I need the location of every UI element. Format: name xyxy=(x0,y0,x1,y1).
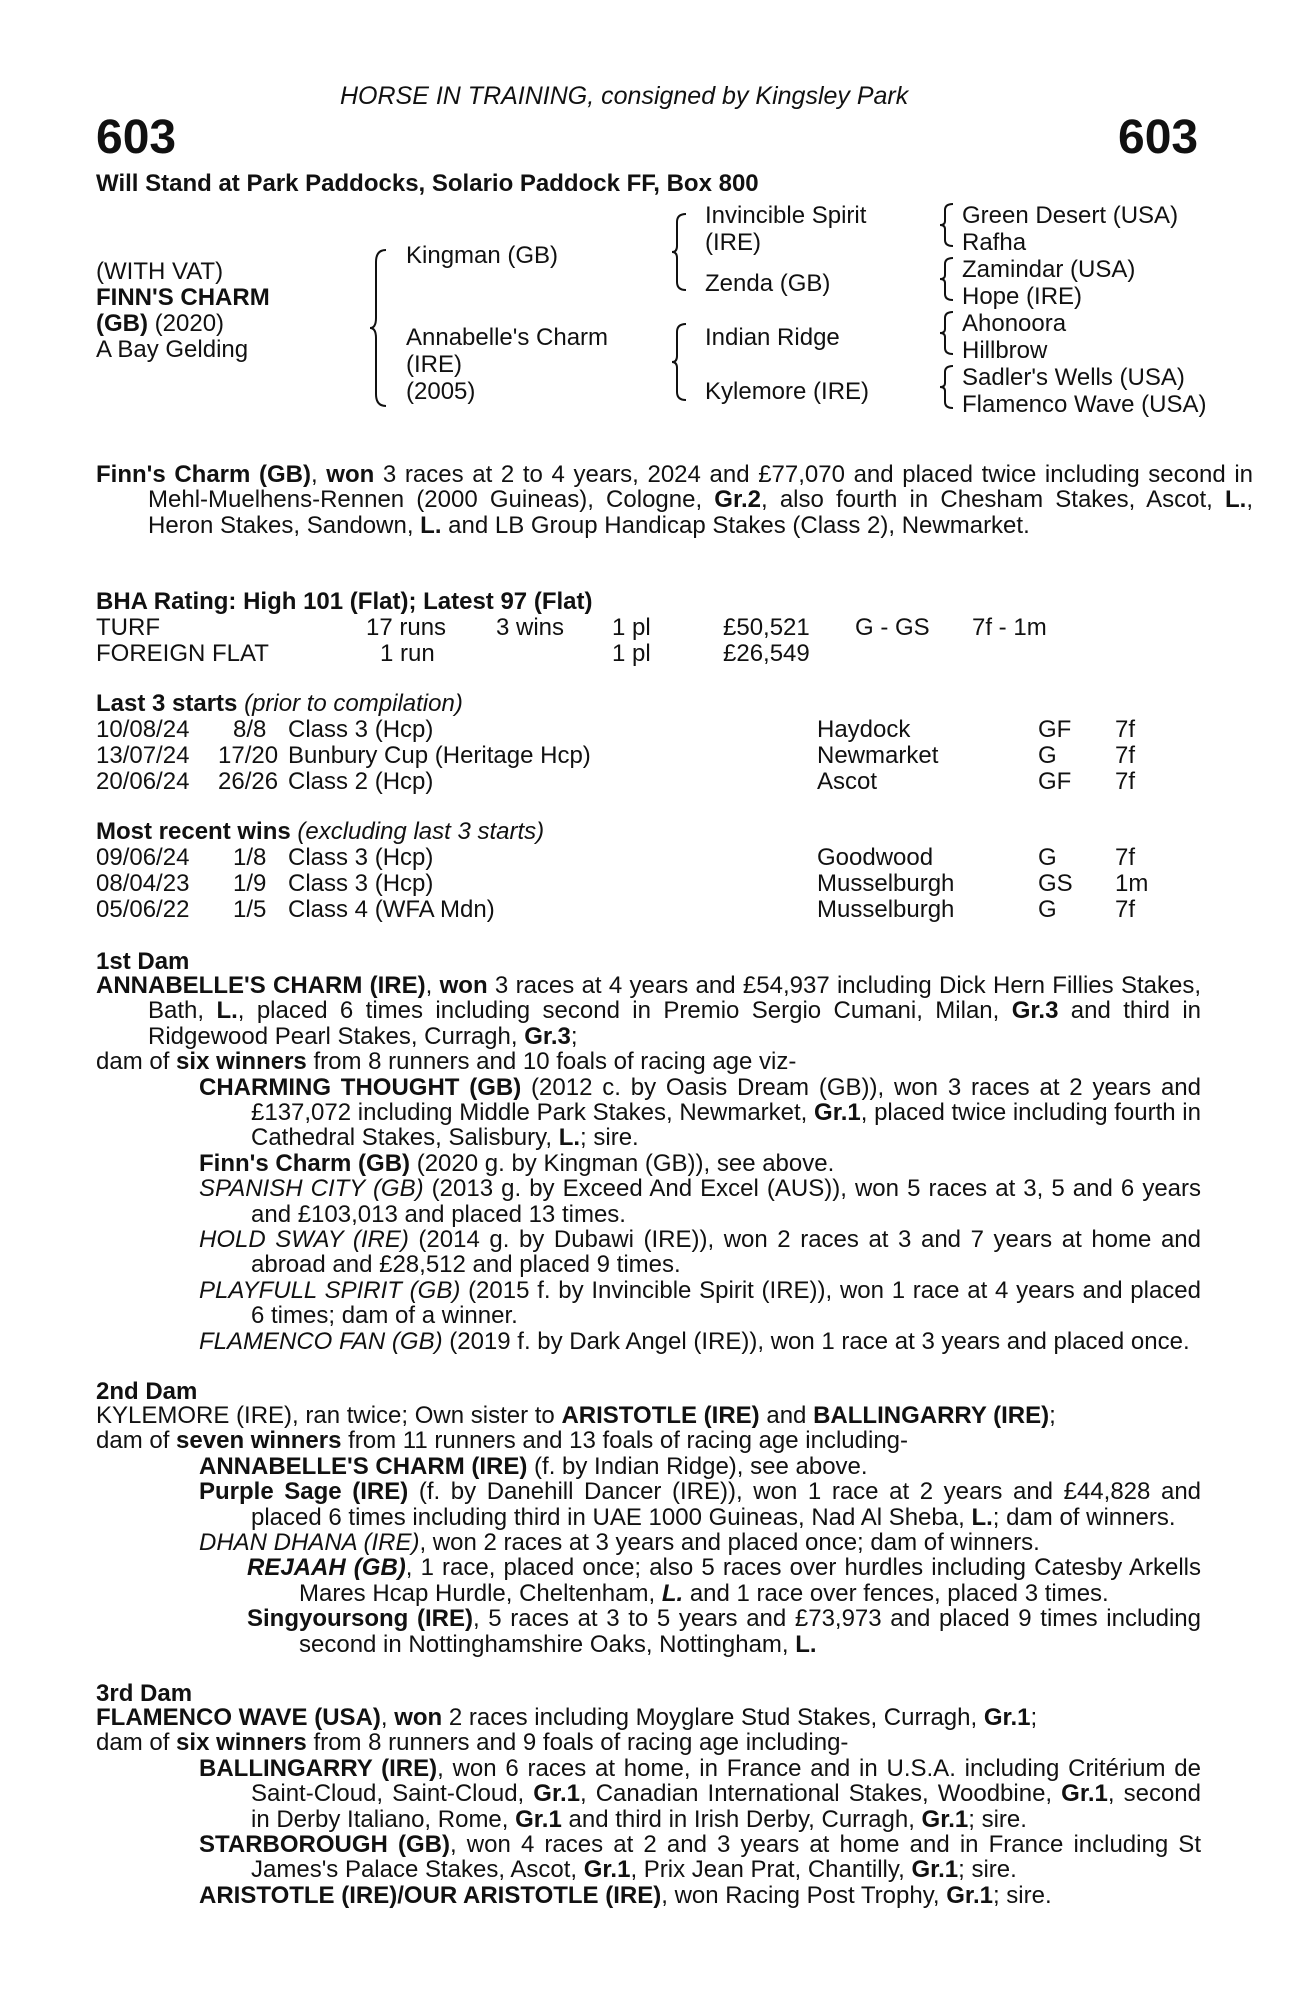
summary-horse-name: Finn's Charm (GB) xyxy=(96,461,311,488)
catalogue-subtitle: HORSE IN TRAINING, consigned by Kingsley Park xyxy=(340,82,909,110)
dam2-damof-1: dam of xyxy=(96,1427,177,1455)
dam1-foal-5-t: (2015 f. by Invincible Spirit (IRE)), won 1 race at 4 years and placed 6 times; dam of a winner. xyxy=(251,1276,1201,1330)
dam2-grandfoal-1-name: REJAAH (GB) xyxy=(247,1554,406,1582)
rating-row-foreign-pl: 1 pl xyxy=(612,640,651,667)
dam3-foal-1-gr3: Gr.1 xyxy=(515,1805,562,1833)
dam1-foal-3-t: (2013 g. by Exceed And Excel (AUS)), won 5 races at 3, 5 and 6 years and £103,013 and placed 13 times. xyxy=(251,1175,1202,1228)
dam1-damof-1: dam of xyxy=(96,1048,177,1076)
horse-origin: (GB) xyxy=(96,310,148,337)
pedigree-brace-main xyxy=(368,248,390,408)
dam3-foal-2-name: STARBOROUGH (GB) xyxy=(199,1831,450,1859)
dam3-foal-2-t3: ; sire. xyxy=(958,1856,1017,1884)
rating-title: BHA Rating: High 101 (Flat); Latest 97 (Flat) xyxy=(96,588,593,615)
dam1-title: 1st Dam xyxy=(96,948,190,975)
dam1-foal-6-name: FLAMENCO FAN (GB) xyxy=(199,1327,443,1355)
dam1-body xyxy=(96,973,1201,1354)
dam1-damof xyxy=(96,1049,1201,1074)
last3-note: (prior to compilation) xyxy=(237,690,463,717)
dam1-t2: , placed 6 times including second in Premio Sergio Cumani, Milan, xyxy=(237,997,1012,1025)
pedigree-brace-g3 xyxy=(938,310,956,356)
summary-text-2: , also fourth in Chesham Stakes, Ascot, xyxy=(761,486,1226,514)
pedigree-gg1: Green Desert (USA) xyxy=(962,202,1179,229)
dam2-grandfoal-1-t1: , 1 race, placed once; also 5 races over hurdles including Catesby Arkells Mares Hcap Hurdle, Cheltenham, xyxy=(299,1554,1201,1607)
dam2-damof-winners: seven winners xyxy=(176,1427,342,1455)
dam2-grandfoal-2-listed: L. xyxy=(795,1630,817,1658)
dam1-foal-5-name: PLAYFULL SPIRIT (GB) xyxy=(199,1276,461,1304)
dam3-foal-1 xyxy=(96,1756,1201,1832)
dam3-foal-3-gr: Gr.1 xyxy=(946,1881,993,1909)
dam3-foal-1-gr4: Gr.1 xyxy=(921,1805,969,1833)
racing-summary: Finn's Charm (GB), won 3 races at 2 to 4 years, 2024 and £77,070 and placed twice including second in Mehl-Muelhens-Rennen (2000 Guineas), Cologne, Gr.2, also fourth in Chesham Stakes, Ascot, L., Heron Stakes, Sandown, L. and LB Group Handicap Stakes (Class 2), Newmarket. xyxy=(96,461,1254,539)
horse-description: A Bay Gelding xyxy=(96,336,249,363)
dam2-sibling-2: BALLINGARRY (IRE) xyxy=(813,1402,1050,1429)
wins-race-0: Class 3 (Hcp) xyxy=(288,844,434,871)
dam3-damof-winners: six winners xyxy=(176,1729,307,1757)
dam2-damof-2: from 11 runners and 13 foals of racing age including- xyxy=(341,1427,909,1455)
dam2-body xyxy=(96,1403,1201,1657)
pedigree-sire-dam: Zenda (GB) xyxy=(705,270,831,297)
last3-date-0: 10/08/24 xyxy=(96,716,190,743)
dam3-foal-2-t2: , Prix Jean Prat, Chantilly, xyxy=(630,1856,912,1884)
dam1-t1: 3 races at 4 years and £54,937 including Dick Hern Fillies Stakes, Bath, xyxy=(148,972,1201,1025)
lot-number-right: 603 xyxy=(1118,111,1199,164)
wins-course-0: Goodwood xyxy=(817,844,934,871)
wins-date-0: 09/06/24 xyxy=(96,844,190,871)
dam1-damof-2: from 8 runners and 10 foals of racing age viz- xyxy=(306,1048,797,1076)
dam2-foal-2 xyxy=(96,1479,1201,1530)
dam2-grandfoal-1 xyxy=(96,1555,1201,1606)
wins-pos-1: 1/9 xyxy=(233,870,267,897)
dam1-foal-4-t: (2014 g. by Dubawi (IRE)), won 2 races at 3 and 7 years at home and abroad and £28,512 and placed 9 times. xyxy=(251,1226,1201,1279)
wins-going-1: GS xyxy=(1038,870,1073,897)
last3-going-1: G xyxy=(1038,742,1057,769)
dam2-t1: KYLEMORE (IRE), ran twice; Own sister to xyxy=(96,1402,562,1429)
pedigree-brace-g1 xyxy=(938,202,956,248)
dam2-grandfoal-2 xyxy=(96,1606,1201,1657)
wins-pos-0: 1/8 xyxy=(233,844,267,871)
lot-number-left: 603 xyxy=(96,111,177,164)
last3-pos-0: 8/8 xyxy=(233,716,267,743)
wins-course-1: Musselburgh xyxy=(817,870,955,897)
rating-row-foreign-label: FOREIGN FLAT xyxy=(96,640,269,667)
summary-text-1: 3 races at 2 to 4 years, 2024 and £77,070 and placed twice including second in Mehl-Muelhens-Rennen (2000 Guineas), Cologne, xyxy=(148,461,1253,514)
vat-note: (WITH VAT) xyxy=(96,258,224,285)
summary-gr2: Gr.2 xyxy=(714,486,761,514)
last3-course-0: Haydock xyxy=(817,716,911,743)
dam1-foal-6-t: (2019 f. by Dark Angel (IRE)), won 1 race at 3 years and placed once. xyxy=(442,1327,1190,1355)
dam3-foal-3-t2: ; sire. xyxy=(992,1881,1052,1909)
dam2-title: 2nd Dam xyxy=(96,1378,198,1405)
summary-text-3: , Heron Stakes, Sandown, xyxy=(148,486,1254,539)
wins-going-0: G xyxy=(1038,844,1057,871)
rating-row-turf-money: £50,521 xyxy=(723,614,810,641)
dam3-foal-3-name: ARISTOTLE (IRE)/OUR ARISTOTLE (IRE) xyxy=(199,1881,662,1909)
last3-pos-1: 17/20 xyxy=(218,742,279,769)
dam1-foal-2-name: Finn's Charm (GB) xyxy=(199,1149,411,1177)
dam3-damof xyxy=(96,1730,1201,1755)
dam1-foal-3 xyxy=(96,1176,1201,1227)
last3-dist-0: 7f xyxy=(1115,716,1136,743)
rating-row-turf-dist: 7f - 1m xyxy=(972,614,1047,641)
horse-name: FINN'S CHARM xyxy=(96,284,270,311)
dam1-foal-1 xyxy=(96,1075,1201,1151)
dam3-won: won xyxy=(394,1704,443,1731)
horse-origin-year xyxy=(96,310,224,337)
dam3-t2: ; xyxy=(1030,1704,1038,1731)
dam3-foal-1-t4: and third in Irish Derby, Curragh, xyxy=(561,1805,922,1833)
dam3-foal-1-gr1: Gr.1 xyxy=(533,1780,580,1808)
dam1-t4: ; xyxy=(570,1022,578,1050)
dam3-foal-2-gr1: Gr.1 xyxy=(583,1856,631,1884)
dam1-foal-1-listed: L. xyxy=(558,1124,581,1152)
pedigree-brace-dam xyxy=(670,322,690,402)
rating-row-turf-wins: 3 wins xyxy=(496,614,565,641)
dam2-foal-2-name: Purple Sage (IRE) xyxy=(199,1478,409,1506)
dam1-foal-1-name: CHARMING THOUGHT (GB) xyxy=(199,1073,522,1101)
summary-won: won xyxy=(326,461,375,488)
dam3-t1: 2 races including Moyglare Stud Stakes, Curragh, xyxy=(442,1704,984,1731)
dam1-name: ANNABELLE'S CHARM (IRE) xyxy=(96,972,426,999)
pedigree-gg7: Sadler's Wells (USA) xyxy=(962,364,1185,391)
dam3-foal-1-t2: , Canadian International Stakes, Woodbine, xyxy=(579,1780,1062,1808)
dam3-foal-1-gr2: Gr.1 xyxy=(1061,1780,1108,1808)
dam1-gr3b: Gr.3 xyxy=(524,1022,571,1050)
dam3-foal-1-t3: , second in Derby Italiano, Rome, xyxy=(251,1780,1201,1833)
pedigree-dam-sire: Indian Ridge xyxy=(705,324,840,351)
wins-race-1: Class 3 (Hcp) xyxy=(288,870,434,897)
pedigree-gg5: Ahonoora xyxy=(962,310,1067,337)
last3-date-1: 13/07/24 xyxy=(96,742,190,769)
pedigree-brace-g2 xyxy=(938,256,956,302)
dam1-record: ANNABELLE'S CHARM (IRE), won 3 races at 4 years and £54,937 including Dick Hern Fillies Stakes, Bath, L., placed 6 times including second in Premio Sergio Cumani, Milan, Gr.3 and third in Ridgewood Pearl Stakes, Curragh, Gr.3; xyxy=(96,972,1201,1050)
dam1-foal-4 xyxy=(96,1227,1201,1278)
pedigree-gg6: Hillbrow xyxy=(962,337,1048,364)
dam3-foal-2-t1: , won 4 races at 2 and 3 years at home and in France including St James's Palace Stakes, Ascot, xyxy=(251,1831,1201,1884)
dam2-damof xyxy=(96,1428,1201,1453)
pedigree-gg2: Rafha xyxy=(962,229,1027,256)
wins-race-2: Class 4 (WFA Mdn) xyxy=(288,896,495,923)
dam1-foal-3-name: SPANISH CITY (GB) xyxy=(199,1175,424,1203)
last3-pos-2: 26/26 xyxy=(218,768,279,795)
dam1-foal-6 xyxy=(96,1329,1201,1354)
dam2-grandfoal-2-t1: , 5 races at 3 to 5 years and £73,973 and placed 9 times including second in Nottinghamshire Oaks, Nottingham, xyxy=(299,1605,1201,1658)
pedigree-dam-line3: (2005) xyxy=(406,378,476,405)
dam3-record: FLAMENCO WAVE (USA), won 2 races including Moyglare Stud Stakes, Curragh, Gr.1; xyxy=(96,1704,1038,1731)
pedigree-gg4: Hope (IRE) xyxy=(962,283,1083,310)
rating-row-turf-label: TURF xyxy=(96,614,160,641)
dam3-title: 3rd Dam xyxy=(96,1680,193,1707)
wins-going-2: G xyxy=(1038,896,1057,923)
dam3-name: FLAMENCO WAVE (USA) xyxy=(96,1704,381,1731)
dam2-foal-3 xyxy=(96,1530,1201,1555)
dam3-foal-3-t1: , won Racing Post Trophy, xyxy=(661,1881,947,1909)
dam2-t2: and xyxy=(759,1402,814,1429)
pedigree-dam-line2: (IRE) xyxy=(406,351,462,378)
dam1-foal-1-t3: ; sire. xyxy=(580,1124,639,1152)
last3-date-2: 20/06/24 xyxy=(96,768,190,795)
wins-dist-1: 1m xyxy=(1115,870,1149,897)
last3-going-2: GF xyxy=(1038,768,1072,795)
dam2-t3: ; xyxy=(1049,1402,1056,1429)
rating-row-turf-runs: 17 runs xyxy=(366,614,447,641)
dam2-record xyxy=(96,1403,1201,1428)
dam2-foal-2-listed: L. xyxy=(971,1503,993,1531)
pedigree-gg8: Flamenco Wave (USA) xyxy=(962,391,1207,418)
last3-race-2: Class 2 (Hcp) xyxy=(288,768,434,795)
dam3-foal-1-t5: ; sire. xyxy=(968,1805,1027,1833)
last3-race-0: Class 3 (Hcp) xyxy=(288,716,434,743)
dam1-foal-1-gr: Gr.1 xyxy=(814,1099,861,1127)
pedigree-sire-sire-line2: (IRE) xyxy=(705,229,761,256)
pedigree-brace-g4 xyxy=(938,364,956,410)
dam2-sibling-1: ARISTOTLE (IRE) xyxy=(561,1402,760,1429)
rating-row-turf-pl: 1 pl xyxy=(612,614,651,641)
wins-title: Most recent wins xyxy=(96,818,291,845)
dam3-foal-1-t1: , won 6 races at home, in France and in U.S.A. including Critérium de Saint-Cloud, Saint-Cloud, xyxy=(251,1754,1201,1808)
wins-date-1: 08/04/23 xyxy=(96,870,190,897)
dam3-foal-3 xyxy=(96,1883,1201,1908)
dam1-foal-2 xyxy=(96,1151,1201,1176)
dam3-gr: Gr.1 xyxy=(983,1704,1031,1731)
dam2-foal-3-t: , won 2 races at 3 years and placed once; dam of winners. xyxy=(419,1529,1040,1557)
summary-text-4: and LB Group Handicap Stakes (Class 2), Newmarket. xyxy=(441,511,1030,539)
dam3-body xyxy=(96,1705,1201,1908)
dam2-foal-1-t: (f. by Indian Ridge), see above. xyxy=(527,1452,868,1480)
wins-course-2: Musselburgh xyxy=(817,896,955,923)
rating-row-foreign-money: £26,549 xyxy=(723,640,810,667)
dam2-grandfoal-1-listed: L. xyxy=(661,1579,684,1607)
dam3-damof-1: dam of xyxy=(96,1729,177,1757)
last3-course-2: Ascot xyxy=(817,768,878,795)
dam3-damof-2: from 8 runners and 9 foals of racing age including- xyxy=(306,1729,849,1757)
summary-listed-2: L. xyxy=(420,511,442,539)
dam1-foal-1-t2: , placed twice including fourth in Cathedral Stakes, Salisbury, xyxy=(251,1099,1201,1152)
dam1-won: won xyxy=(439,972,488,999)
dam2-grandfoal-2-name: Singyoursong (IRE) xyxy=(247,1605,473,1633)
stand-location: Will Stand at Park Paddocks, Solario Paddock FF, Box 800 xyxy=(96,170,759,197)
dam2-foal-2-t2: ; dam of winners. xyxy=(992,1503,1176,1531)
pedigree-sire-sire-line1: Invincible Spirit xyxy=(705,202,867,229)
last3-dist-2: 7f xyxy=(1115,768,1136,795)
wins-dist-2: 7f xyxy=(1115,896,1136,923)
dam2-grandfoal-1-t2: and 1 race over fences, placed 3 times. xyxy=(683,1579,1109,1607)
dam2-foal-2-t1: (f. by Danehill Dancer (IRE)), won 1 race at 2 years and £44,828 and placed 6 times including third in UAE 1000 Guineas, Nad Al Sheba, xyxy=(251,1478,1202,1531)
horse-year: (2020) xyxy=(154,310,225,337)
dam1-t3: and third in Ridgewood Pearl Stakes, Curragh, xyxy=(148,997,1201,1050)
dam1-damof-winners: six winners xyxy=(176,1048,307,1076)
wins-title-block xyxy=(96,818,544,846)
wins-note: (excluding last 3 starts) xyxy=(290,818,545,845)
last3-going-0: GF xyxy=(1038,716,1072,743)
dam1-foal-1-t1: (2012 c. by Oasis Dream (GB)), won 3 races at 2 years and £137,072 including Middle Park Stakes, Newmarket, xyxy=(251,1073,1201,1127)
wins-date-2: 05/06/22 xyxy=(96,896,190,923)
rating-row-turf-going: G - GS xyxy=(855,614,930,641)
dam1-gr3a: Gr.3 xyxy=(1011,997,1059,1025)
wins-pos-2: 1/5 xyxy=(233,896,267,923)
last3-race-1: Bunbury Cup (Heritage Hcp) xyxy=(288,742,591,769)
dam3-foal-2 xyxy=(96,1832,1201,1883)
dam2-foal-3-name: DHAN DHANA (IRE) xyxy=(199,1529,420,1557)
last3-course-1: Newmarket xyxy=(817,742,939,769)
dam1-listed: L. xyxy=(216,997,238,1025)
pedigree-brace-sire xyxy=(670,212,690,292)
dam1-foal-2-t: (2020 g. by Kingman (GB)), see above. xyxy=(410,1149,835,1177)
pedigree-sire: Kingman (GB) xyxy=(406,242,559,269)
last3-title: Last 3 starts xyxy=(96,690,238,717)
pedigree-gg3: Zamindar (USA) xyxy=(962,256,1136,283)
last3-title-block xyxy=(96,690,463,718)
pedigree-dam-dam: Kylemore (IRE) xyxy=(705,378,870,405)
dam1-foal-4-name: HOLD SWAY (IRE) xyxy=(199,1226,409,1254)
dam2-foal-1 xyxy=(96,1454,1201,1479)
dam3-foal-1-name: BALLINGARRY (IRE) xyxy=(199,1754,438,1782)
dam3-foal-2-gr2: Gr.1 xyxy=(911,1856,959,1884)
dam1-foal-5 xyxy=(96,1278,1201,1329)
dam2-foal-1-name: ANNABELLE'S CHARM (IRE) xyxy=(199,1452,528,1480)
last3-dist-1: 7f xyxy=(1115,742,1136,769)
pedigree-dam-line1: Annabelle's Charm xyxy=(406,324,609,351)
summary-listed-1: L. xyxy=(1225,486,1247,514)
rating-row-foreign-runs: 1 run xyxy=(380,640,435,667)
wins-dist-0: 7f xyxy=(1115,844,1136,871)
